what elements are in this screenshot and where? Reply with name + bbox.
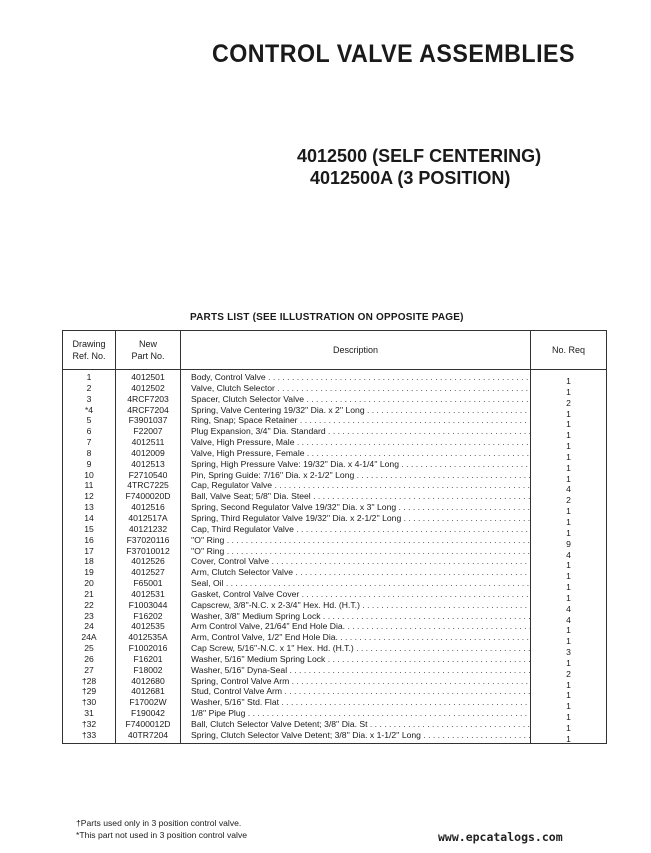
- cell-desc: Spring, High Pressure Valve: 19/32'' Dia. x 4-1/4'' Long . . .: [181, 459, 531, 470]
- cell-qty: 1: [531, 625, 607, 636]
- cell-ref: †33: [63, 730, 116, 743]
- cell-ref: 31: [63, 708, 116, 719]
- cell-qty: 1: [531, 452, 607, 463]
- cell-desc: Washer, 5/16'' Std. Flat . . .: [181, 697, 531, 708]
- cell-qty: 1: [531, 701, 607, 712]
- table-row: [63, 730, 607, 743]
- table-row: [63, 535, 607, 546]
- cell-desc: Washer, 3/8'' Medium Spring Lock . . .: [181, 611, 531, 622]
- cell-qty: 1: [531, 560, 607, 571]
- part-header-line2: Part No.: [131, 351, 165, 361]
- cell-part: 4012502: [116, 383, 181, 394]
- cell-part: 4012009: [116, 448, 181, 459]
- table-row: [63, 546, 607, 557]
- table-header-row: [63, 331, 607, 370]
- cell-desc: Gasket, Control Valve Cover . . .: [181, 589, 531, 600]
- assembly-number-self-centering: 4012500 (SELF CENTERING): [297, 146, 542, 166]
- cell-desc: Cap, Third Regulator Valve . . .: [181, 524, 531, 535]
- cell-desc: Spring, Third Regulator Valve 19/32'' Dia. x 2-1/2'' Long . . .: [181, 513, 531, 524]
- cell-qty: 1: [531, 593, 607, 604]
- table-row: [63, 697, 607, 708]
- cell-ref: 11: [63, 480, 116, 491]
- table-row: [63, 643, 607, 654]
- table-row: [63, 524, 607, 535]
- cell-part: F37010012: [116, 546, 181, 557]
- cell-part: F7400012D: [116, 719, 181, 730]
- cell-qty: 4: [531, 615, 607, 626]
- part-header-line1: New: [138, 339, 157, 349]
- cell-part: 4012535A: [116, 632, 181, 643]
- assembly-number-3-position: 4012500A (3 POSITION): [310, 168, 511, 188]
- cell-ref: †29: [63, 686, 116, 697]
- table-row: [63, 621, 607, 632]
- cell-desc: Washer, 5/16'' Dyna-Seal . . .: [181, 665, 531, 676]
- cell-qty: 1: [531, 734, 607, 747]
- cell-desc: ''O'' Ring . . .: [181, 546, 531, 557]
- cell-desc: Spring, Clutch Selector Valve Detent; 3/8'' Dia. x 1-1/2'' Long . . .: [181, 730, 531, 743]
- cell-part: F1003044: [116, 600, 181, 611]
- cell-qty: 1: [531, 463, 607, 474]
- table-row: [63, 665, 607, 676]
- cell-ref: 21: [63, 589, 116, 600]
- cell-part: F17002W: [116, 697, 181, 708]
- cell-qty: 1: [531, 419, 607, 430]
- cell-desc: Spring, Second Regulator Valve 19/32'' Dia. x 3'' Long . . .: [181, 502, 531, 513]
- ref-header-line1: Drawing: [72, 339, 106, 349]
- cell-qty: 1: [531, 374, 607, 387]
- cell-ref: 19: [63, 567, 116, 578]
- cell-desc: 1/8'' Pipe Plug . . .: [181, 708, 531, 719]
- cell-part: 4012535: [116, 621, 181, 632]
- cell-ref: 15: [63, 524, 116, 535]
- cell-desc: Cover, Control Valve . . .: [181, 556, 531, 567]
- cell-part: 4RCF7204: [116, 405, 181, 416]
- cell-qty: 1: [531, 636, 607, 647]
- cell-desc: Plug Expansion, 3/4'' Dia. Standard . . .: [181, 426, 531, 437]
- cell-part: 4012513: [116, 459, 181, 470]
- table-row: [63, 502, 607, 513]
- cell-ref: 24: [63, 621, 116, 632]
- cell-part: F3901037: [116, 415, 181, 426]
- cell-qty: 1: [531, 387, 607, 398]
- table-row: [63, 415, 607, 426]
- cell-part: F16201: [116, 654, 181, 665]
- cell-qty: 1: [531, 582, 607, 593]
- cell-desc: Ring, Snap; Space Retainer . . .: [181, 415, 531, 426]
- cell-desc: Ball, Clutch Selector Valve Detent; 3/8'' Dia. St . . .: [181, 719, 531, 730]
- table-row: [63, 556, 607, 567]
- cell-qty: 1: [531, 528, 607, 539]
- table-row: [63, 383, 607, 394]
- table-row: [63, 448, 607, 459]
- cell-ref: †32: [63, 719, 116, 730]
- cell-part: 4012680: [116, 676, 181, 687]
- cell-qty: 1: [531, 690, 607, 701]
- table-row: [63, 676, 607, 687]
- cell-ref: 24A: [63, 632, 116, 643]
- cell-qty: 1: [531, 658, 607, 669]
- cell-qty: 9: [531, 539, 607, 550]
- cell-qty: 1: [531, 517, 607, 528]
- table-row: [63, 426, 607, 437]
- cell-part: 4012681: [116, 686, 181, 697]
- cell-ref: 5: [63, 415, 116, 426]
- cell-qty: 1: [531, 441, 607, 452]
- qty-column-header: No. Req: [531, 331, 607, 370]
- table-row: [63, 611, 607, 622]
- cell-qty: 4: [531, 604, 607, 615]
- cell-desc: Cap Screw, 5/16''-N.C. x 1'' Hex. Hd. (H.T.) . . .: [181, 643, 531, 654]
- cell-ref: 3: [63, 394, 116, 405]
- cell-ref: 23: [63, 611, 116, 622]
- cell-desc: Arm, Clutch Selector Valve . . .: [181, 567, 531, 578]
- cell-ref: 9: [63, 459, 116, 470]
- cell-part: 4TRC7225: [116, 480, 181, 491]
- cell-desc: Body, Control Valve . . .: [181, 370, 531, 383]
- table-row: [63, 370, 607, 383]
- table-row: [63, 491, 607, 502]
- cell-part: 4012516: [116, 502, 181, 513]
- table-row: [63, 394, 607, 405]
- page-title: CONTROL VALVE ASSEMBLIES: [212, 40, 575, 68]
- parts-table-body: [63, 370, 607, 744]
- table-row: [63, 470, 607, 481]
- cell-desc: Ball, Valve Seat; 5/8'' Dia. Steel . . .: [181, 491, 531, 502]
- cell-qty: 1: [531, 430, 607, 441]
- table-row: [63, 405, 607, 416]
- cell-ref: 16: [63, 535, 116, 546]
- cell-ref: 26: [63, 654, 116, 665]
- cell-desc: Washer, 5/16'' Medium Spring Lock . . .: [181, 654, 531, 665]
- cell-ref: 27: [63, 665, 116, 676]
- ref-header-line2: Ref. No.: [72, 351, 106, 361]
- table-row: [63, 578, 607, 589]
- cell-ref: 12: [63, 491, 116, 502]
- cell-ref: 7: [63, 437, 116, 448]
- cell-desc: Arm Control Valve, 21/64'' End Hole Dia. . . .: [181, 621, 531, 632]
- description-column-header: Description: [181, 331, 531, 370]
- table-row: [63, 708, 607, 719]
- cell-desc: Seal, Oil . . .: [181, 578, 531, 589]
- cell-ref: †30: [63, 697, 116, 708]
- cell-qty: 2: [531, 495, 607, 506]
- cell-ref: 13: [63, 502, 116, 513]
- cell-part: F1002016: [116, 643, 181, 654]
- cell-part: F7400020D: [116, 491, 181, 502]
- cell-part: 4012527: [116, 567, 181, 578]
- table-row: [63, 459, 607, 470]
- table-row: [63, 589, 607, 600]
- cell-part: F16202: [116, 611, 181, 622]
- cell-ref: 22: [63, 600, 116, 611]
- cell-qty: 1: [531, 680, 607, 691]
- cell-ref: 8: [63, 448, 116, 459]
- cell-desc: Spring, Control Valve Arm . . .: [181, 676, 531, 687]
- table-row: [63, 600, 607, 611]
- cell-desc: Valve, High Pressure, Male . . .: [181, 437, 531, 448]
- cell-ref: 10: [63, 470, 116, 481]
- cell-ref: 20: [63, 578, 116, 589]
- cell-desc: Pin, Spring Guide: 7/16'' Dia. x 2-1/2'' Long . . .: [181, 470, 531, 481]
- cell-qty: 2: [531, 669, 607, 680]
- cell-part: 4012531: [116, 589, 181, 600]
- cell-qty: 4: [531, 484, 607, 495]
- parts-list-heading: PARTS LIST (SEE ILLUSTRATION ON OPPOSITE PAGE): [190, 312, 464, 323]
- website-watermark: www.epcatalogs.com: [438, 830, 563, 844]
- cell-qty: 1: [531, 506, 607, 517]
- table-row: [63, 437, 607, 448]
- table-row: [63, 480, 607, 491]
- cell-ref: 17: [63, 546, 116, 557]
- cell-qty: 4: [531, 550, 607, 561]
- cell-desc: Capscrew, 3/8''-N.C. x 2-3/4'' Hex. Hd. (H.T.) . . .: [181, 600, 531, 611]
- cell-qty: 1: [531, 474, 607, 485]
- cell-part: 4RCF7203: [116, 394, 181, 405]
- cell-desc: Valve, Clutch Selector . . .: [181, 383, 531, 394]
- cell-part: F22007: [116, 426, 181, 437]
- cell-ref: 14: [63, 513, 116, 524]
- cell-desc: ''O'' Ring . . .: [181, 535, 531, 546]
- cell-part: F37020116: [116, 535, 181, 546]
- parts-table: [62, 330, 607, 744]
- ref-column-header: [63, 331, 116, 370]
- cell-qty: 1: [531, 409, 607, 420]
- cell-part: F190042: [116, 708, 181, 719]
- table-row: [63, 567, 607, 578]
- cell-desc: Spring, Valve Centering 19/32'' Dia. x 2'' Long . . .: [181, 405, 531, 416]
- cell-ref: †28: [63, 676, 116, 687]
- cell-desc: Spacer, Clutch Selector Valve . . .: [181, 394, 531, 405]
- table-row: [63, 719, 607, 730]
- cell-desc: Stud, Control Valve Arm . . .: [181, 686, 531, 697]
- part-column-header: [116, 331, 181, 370]
- cell-part: 4012501: [116, 370, 181, 383]
- cell-part: F18002: [116, 665, 181, 676]
- table-row: [63, 513, 607, 524]
- cell-ref: 2: [63, 383, 116, 394]
- cell-part: F65001: [116, 578, 181, 589]
- table-row: [63, 686, 607, 697]
- cell-qty: 2: [531, 398, 607, 409]
- table-row: [63, 632, 607, 643]
- cell-part: 4012517A: [116, 513, 181, 524]
- footnote-not-used: *This part not used in 3 position control valve: [76, 830, 248, 840]
- cell-desc: Cap, Regulator Valve . . .: [181, 480, 531, 491]
- cell-ref: 1: [63, 370, 116, 383]
- cell-part: 40121232: [116, 524, 181, 535]
- cell-ref: 6: [63, 426, 116, 437]
- cell-qty: 3: [531, 647, 607, 658]
- cell-qty: 1: [531, 712, 607, 723]
- cell-ref: 18: [63, 556, 116, 567]
- cell-part: 4012511: [116, 437, 181, 448]
- cell-desc: Valve, High Pressure, Female . . .: [181, 448, 531, 459]
- cell-qty: 1: [531, 571, 607, 582]
- cell-part: 40TR7204: [116, 730, 181, 743]
- footnote-3-position-only: †Parts used only in 3 position control valve.: [76, 818, 242, 828]
- cell-ref: *4: [63, 405, 116, 416]
- cell-qty: 1: [531, 723, 607, 734]
- cell-ref: 25: [63, 643, 116, 654]
- cell-desc: Arm, Control Valve, 1/2'' End Hole Dia. . . .: [181, 632, 531, 643]
- cell-part: F2710540: [116, 470, 181, 481]
- cell-part: 4012526: [116, 556, 181, 567]
- table-row: [63, 654, 607, 665]
